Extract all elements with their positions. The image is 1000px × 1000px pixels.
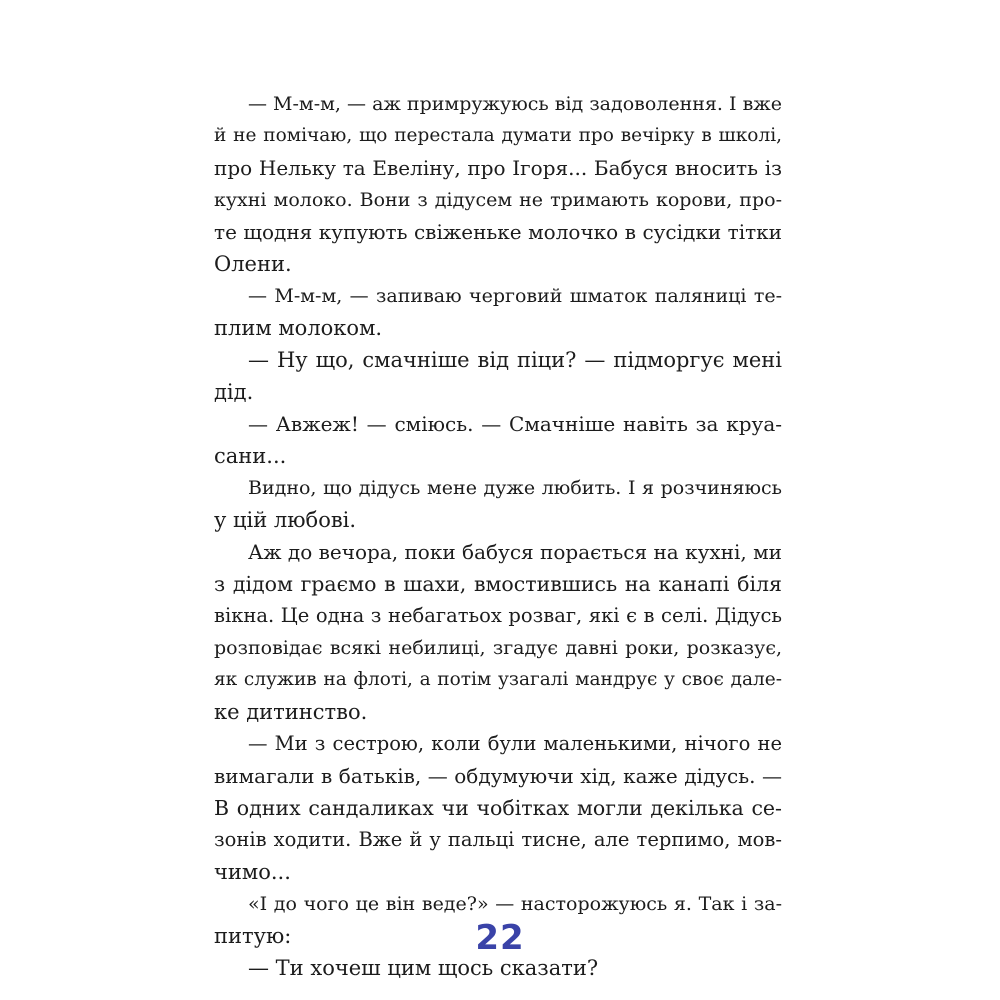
- text-line: — Ти хочеш цим щось сказати?: [248, 956, 599, 980]
- text-line: про Нельку та Евеліну, про Ігоря... Бабуся вносить із: [214, 156, 782, 180]
- text-line: — Ми з сестрою, коли були маленькими, нічого не: [248, 732, 782, 755]
- text-line: — М-м-м, — аж примружуюсь від задоволення. І вже: [248, 93, 782, 115]
- text-line: Аж до вечора, поки бабуся порається на кухні, ми: [248, 540, 782, 564]
- text-line: «І до чого це він веде?» — насторожуюсь я. Так і за-: [248, 893, 782, 915]
- text-line: Видно, що дідусь мене дуже любить. І я розчиняюсь: [248, 477, 782, 499]
- text-line: розповідає всякі небилиці, згадує давні роки, розказує,: [214, 637, 782, 659]
- text-line: питую:: [214, 924, 292, 948]
- text-line: сани...: [214, 444, 287, 468]
- text-line: — Ну що, смачніше від піци? — підморгує мені: [248, 348, 782, 372]
- text-line: й не помічаю, що перестала думати про вечірку в школі,: [214, 125, 782, 146]
- text-line: вікна. Це одна з небагатьох розваг, які є в селі. Дідусь: [214, 604, 782, 627]
- text-line: зонів ходити. Вже й у пальці тисне, але терпимо, мов-: [214, 828, 782, 851]
- text-line: плим молоком.: [214, 316, 383, 340]
- text-line: чимо...: [214, 860, 291, 884]
- text-line: дід.: [214, 380, 254, 404]
- text-line: вимагали в батьків, — обдумуючи хід, каже дідусь. —: [214, 764, 782, 788]
- page-number: 22: [475, 918, 525, 958]
- text-line: з дідом граємо в шахи, вмостившись на канапі біля: [214, 572, 782, 596]
- text-line: як служив на флоті, а потім узагалі мандрує у своє дале-: [214, 669, 782, 690]
- body-text: [214, 88, 782, 984]
- text-line: ке дитинство.: [214, 700, 368, 724]
- text-line: — М-м-м, — запиваю черговий шматок паляниці те-: [248, 285, 782, 307]
- text-line: В одних сандаликах чи чобітках могли декілька се-: [214, 796, 782, 820]
- text-line: у цій любові.: [214, 508, 357, 532]
- text-line: — Авжеж! — сміюсь. — Смачніше навіть за круа-: [248, 412, 782, 436]
- text-line: Олени.: [214, 252, 292, 276]
- text-line: кухні молоко. Вони з дідусем не тримають корови, про-: [214, 189, 782, 211]
- text-line: те щодня купують свіженьке молочко в сусідки тітки: [214, 220, 782, 244]
